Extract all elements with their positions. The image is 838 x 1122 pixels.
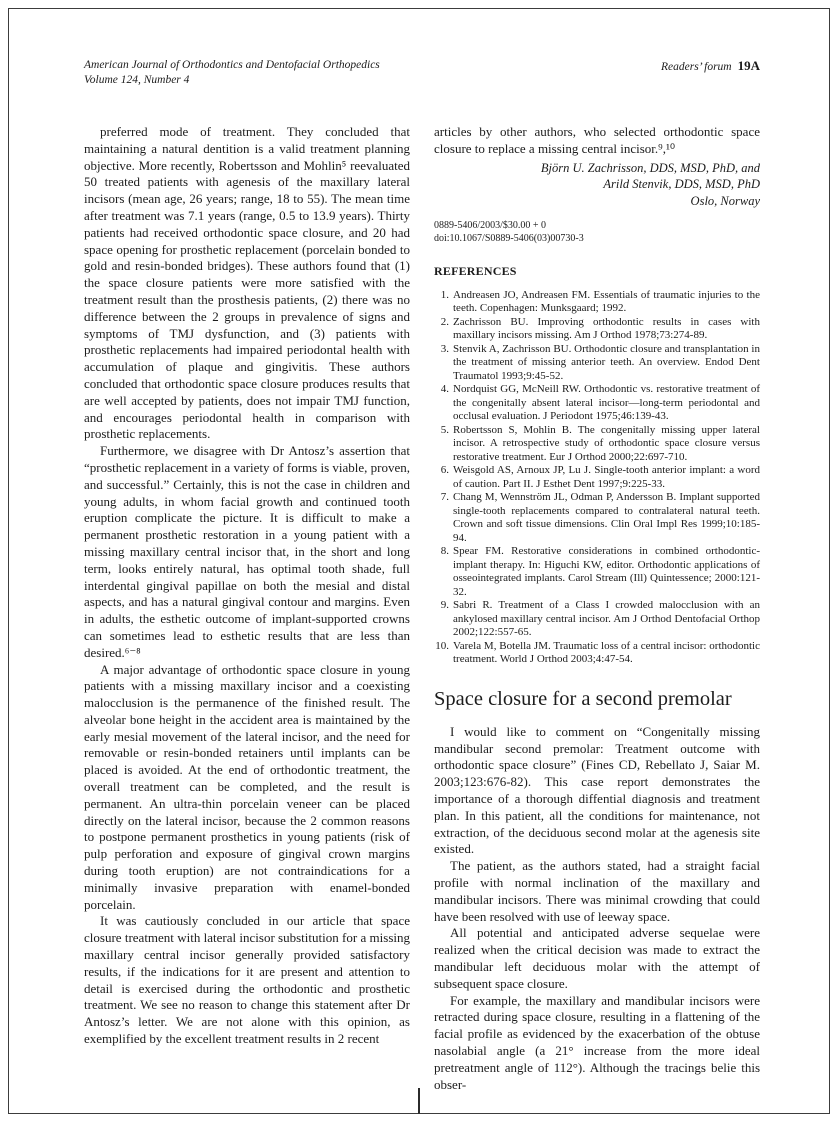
section-name: Readers’ forum (661, 61, 732, 73)
reference-item: Varela M, Botella JM. Traumatic loss of a central incisor: orthodontic treatment. World J Orthod 2003;4:47-54. (453, 639, 760, 666)
body-paragraph: Furthermore, we disagree with Dr Antosz’s assertion that “prosthetic replacement in a variety of forms is viable, proven, and successful.” Certainly, this is not the case in children and young adults, in whom facial growth and continued tooth eruption complicate the picture. It is difficult to make a permanent prosthetic restoration in a young patient with a missing maxillary central incisor that, in the short and long term, looks entirely natural, has optimal tooth shade, full interdental gingival papillae on both the mesial and distal aspects, and has a natural gingival contour and margins. Even in adults, the esthetic outcome of implant-supported crowns can sometimes lead to esthetic results that are less than desired.⁶⁻⁸ (84, 443, 410, 660)
reference-item: Chang M, Wennström JL, Odman P, Andersson B. Implant supported single-tooth replacements compared to contralateral natural teeth. Crown and soft tissue dimensions. Clin Oral Impl Res 1999;10:185-94. (453, 491, 760, 544)
running-header-left (84, 58, 380, 88)
reference-item: Sabri R. Treatment of a Class I crowded malocclusion with an ankylosed maxillary central incisor. Am J Orthod Dentofacial Orthop 2002;122:557-65. (453, 599, 760, 639)
reference-item: Andreasen JO, Andreasen FM. Essentials of traumatic injuries to the teeth. Copenhagen: Munksgaard; 1992. (453, 288, 760, 315)
copyright-line: 0889-5406/2003/$30.00 + 0 (434, 220, 547, 232)
body-paragraph: All potential and anticipated adverse sequelae were realized when the critical decision was made to extract the mandibular left deciduous molar with the attempt of subsequent space closure. (434, 925, 760, 991)
continuation-paragraph: articles by other authors, who selected orthodontic space closure to replace a missing central incisor.⁹,¹⁰ (434, 124, 760, 156)
left-column (84, 124, 410, 1093)
page-number: 19A (737, 58, 760, 73)
body-paragraph: The patient, as the authors stated, had a straight facial profile with normal inclination of the maxillary and mandibular incisors. There was minimal crowding that could have been resolved with use of leeway space. (434, 858, 760, 924)
volume-line: Volume 124, Number 4 (84, 74, 190, 86)
body-paragraph: A major advantage of orthodontic space closure in young patients with a missing maxillary incisor and a coexisting malocclusion is the permanence of the finished result. The alveolar bone height in the accident area is maintained by the early mesial movement of the lateral incisor, and the need for removable or resin-bonded retainers until implants can be placed is avoided. At the end of orthodontic treatment, the overall treatment can be completed, and the result is permanent. An ultra-thin porcelain veneer can be placed directly on the lateral incisor, because the 2 common reasons to postpone permanent prosthetics in young patients (risk of pulp perforation and exposure of gingival crown margins during tooth eruption) are not contraindications for a minimally invasive preparation with enamel-bonded porcelain. (84, 661, 410, 912)
author-line-2: Arild Stenvik, DDS, MSD, PhD (603, 177, 760, 192)
publication-info (434, 219, 760, 245)
bottom-registration-mark (418, 1088, 420, 1114)
letter-title: Space closure for a second premolar (434, 687, 732, 710)
signature-block (434, 160, 760, 210)
reference-item: Stenvik A, Zachrisson BU. Orthodontic closure and transplantation in the treatment of missing anterior teeth. An overview. Endod Dent Traumatol 1993;9:45-52. (453, 342, 760, 382)
references-list (434, 289, 760, 667)
body-paragraph: I would like to comment on “Congenitally missing mandibular second premolar: Treatment outcome with orthodontic space closure” (Fines CD, Rebellato J, Saiar M. 2003;123:676-82). This case report demonstrates the importance of a thorough diffential diagnosis and treatment plan. In this patient, all the conditions for maintenance, not extraction, of the deciduous second molar at the agenesis site existed. (434, 723, 760, 857)
reference-item: Nordquist GG, McNeill RW. Orthodontic vs. restorative treatment of the congenitally absent lateral incisor—long-term periodontal and occlusal evaluation. J Periodont 1975;46:139-43. (453, 383, 760, 423)
journal-title: American Journal of Orthodontics and Dentofacial Orthopedics (84, 59, 380, 71)
running-header-right (661, 58, 760, 75)
running-header (84, 58, 760, 88)
right-column (434, 124, 760, 1093)
body-paragraph: For example, the maxillary and mandibular incisors were retracted during space closure, resulting in a flattening of the facial profile as evidenced by the exacerbation of the obtuse nasolabial angle (a 21° increase from the more ideal pretreatment angle of 112°). Although the tracings belie this obser- (434, 992, 760, 1092)
body-paragraph: preferred mode of treatment. They concluded that maintaining a natural dentition is a valid treatment planning objective. More recently, Robertsson and Mohlin⁵ reevaluated 50 treated patients with agenesis of the maxillary lateral incisors (mean age, 26 years; range, 18 to 55). The mean time after treatment was 7.1 years (range, 0.5 to 13.9 years). Thirty patients had received orthodontic space closure, and 20 had space opening for prosthetic replacement (porcelain bonded to gold and resin-bonded bridges). These authors found that (1) the space closure patients were more satisfied with the treatment result than the prosthesis patients, (2) there was no difference between the 2 groups in prevalence of signs and symptoms of TMJ dysfunction, and (3) patients with prosthetic replacements had impaired periodontal health with accumulation of plaque and gingivitis. These authors concluded that orthodontic space closure produces results that are well accepted by patients, does not impair TMJ function, and encourages periodontal health in comparison with prosthetic replacements. (84, 124, 410, 442)
reference-item: Weisgold AS, Arnoux JP, Lu J. Single-tooth anterior implant: a word of caution. Part II. J Esthet Dent 1997;9:225-33. (453, 464, 760, 490)
location-line: Oslo, Norway (690, 193, 760, 208)
letter-paragraphs (434, 724, 760, 1094)
reference-item: Zachrisson BU. Improving orthodontic results in cases with maxillary incisors missing. Am J Orthod 1978;73:274-89. (453, 315, 760, 342)
doi-line: doi:10.1067/S0889-5406(03)00730-3 (434, 233, 584, 245)
reference-item: Robertsson S, Mohlin B. The congenitally missing upper lateral incisor. A retrospective study of orthodontic space closure versus restorative treatment. Eur J Orthod 2000;22:697-710. (453, 423, 760, 463)
references-heading: REFERENCES (434, 264, 517, 279)
two-column-body (84, 124, 760, 1093)
body-paragraph: It was cautiously concluded in our article that space closure treatment with lateral incisor substitution for a missing maxillary central incisor generally provided satisfactory results, if the indications for it are present and attention to detail is exercised during the orthodontic and prosthetic treatment. We see no reason to change this statement after Dr Antosz’s letter. We are not alone with this opinion, as exemplified by the excellent treatment results in 2 recent (84, 913, 410, 1047)
author-line-1: Björn U. Zachrisson, DDS, MSD, PhD, and (540, 160, 760, 175)
reference-item: Spear FM. Restorative considerations in combined orthodontic-implant therapy. In: Higuchi KW, editor. Orthodontic applications of osseointegrated implants. Carol Stream (Ill) Quintessence; 2000:121-32. (453, 545, 760, 598)
page-content (84, 58, 760, 1093)
